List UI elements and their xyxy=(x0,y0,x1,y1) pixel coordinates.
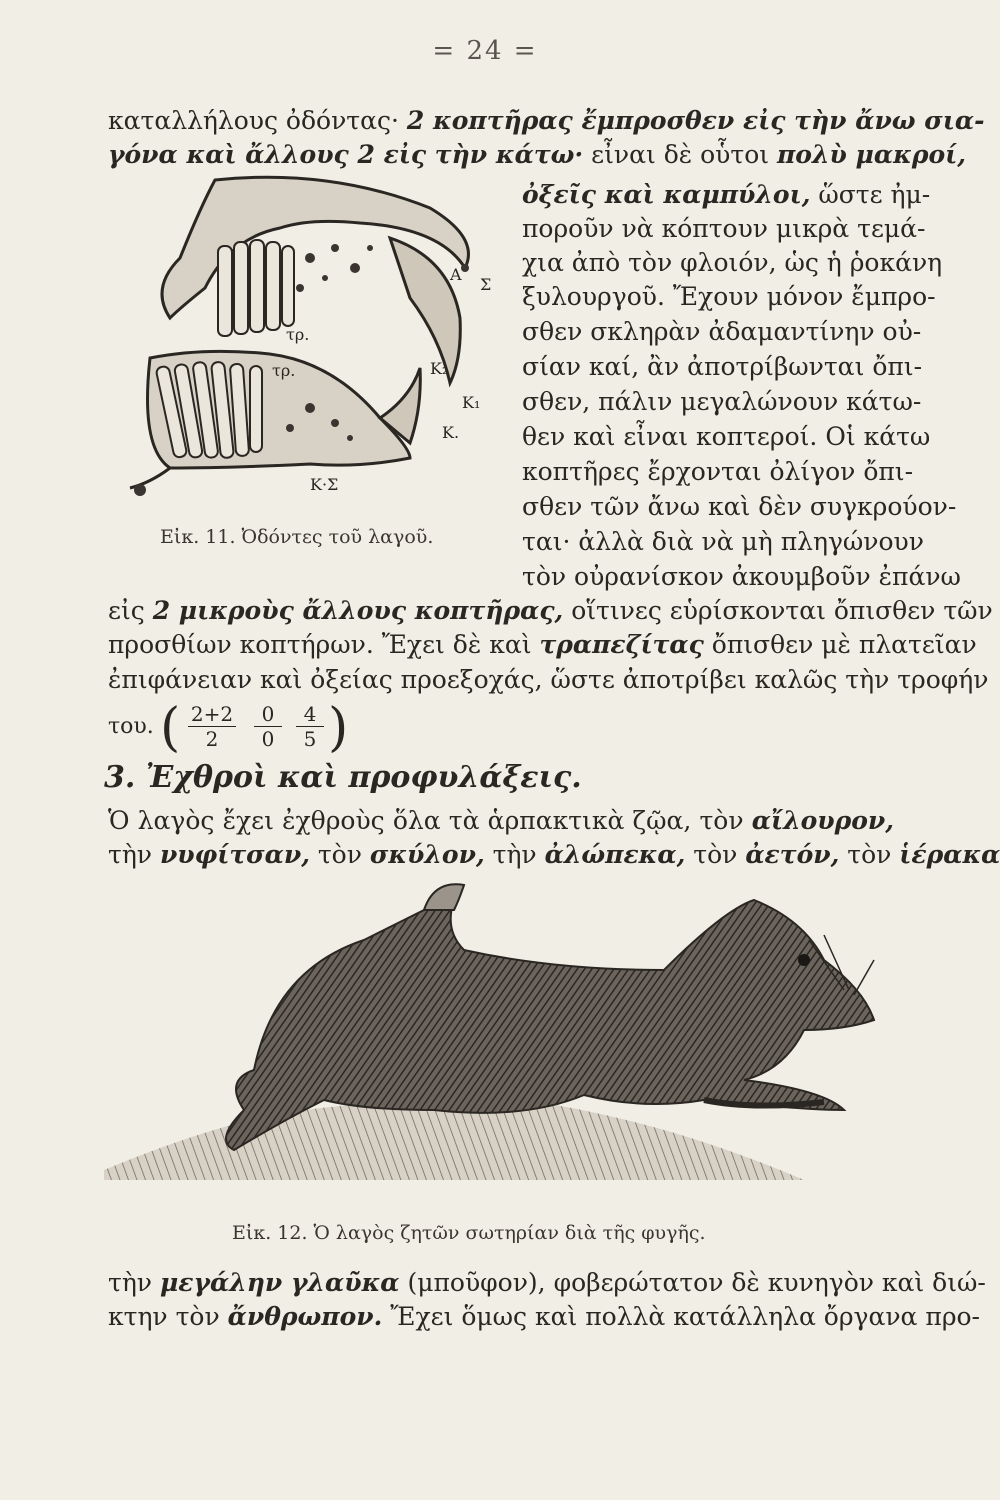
formula-fraction: $\frac{2+2}{2}$ xyxy=(188,702,236,751)
text-line: προσθίων κοπτήρων. Ἔχει δὲ καὶ τραπεζίτας ὄπισθεν μὲ πλατεῖαν xyxy=(108,630,977,659)
figure-label: Σ xyxy=(480,275,492,294)
text-line: θεν καὶ εἶναι κοπτεροί. Οἱ κάτω xyxy=(522,422,931,451)
text-line: ποροῦν νὰ κόπτουν μικρὰ τεμά- xyxy=(522,214,926,243)
text-line: ται· ἀλλὰ διὰ νὰ μὴ πληγώνουν xyxy=(522,527,924,556)
text-line: σθεν τῶν ἄνω καὶ δὲν συγκρούον- xyxy=(522,492,957,521)
text-line: Ὁ λαγὸς ἔχει ἐχθροὺς ὅλα τὰ ἁρπακτικὰ ζῷα, τὸν αἴλουρον, xyxy=(108,806,894,835)
formula-label: του. xyxy=(108,714,154,739)
figure-label: Κ. xyxy=(442,423,460,442)
text-line: ἐπιφάνειαν καὶ ὀξείας προεξοχάς, ὥστε ἀποτρίβει καλῶς τὴν τροφήν xyxy=(108,665,989,694)
text-line: καταλλήλους ὀδόντας· 2 κοπτῆρας ἔμπροσθεν εἰς τὴν ἄνω σια- xyxy=(108,106,985,135)
formula-fraction: $\frac{4}{5}$ xyxy=(296,702,324,751)
text-line: σίαν καί, ἂν ἀποτρίβωνται ὄπι- xyxy=(522,352,923,381)
figure-label: Κ₁ xyxy=(462,393,481,412)
text-line: τὸν οὐρανίσκον ἀκουμβοῦν ἐπάνω xyxy=(522,562,961,591)
figure-label: Κ·Σ xyxy=(310,475,339,494)
running-hare-illustration xyxy=(104,880,894,1180)
text-line: σθεν, πάλιν μεγαλώνουν κάτω- xyxy=(522,387,922,416)
text-line: ξυλουργοῦ. Ἔχουν μόνον ἔμπρο- xyxy=(522,282,936,311)
figure-label: τρ. xyxy=(286,325,310,344)
figure-12-caption: Εἰκ. 12. Ὁ λαγὸς ζητῶν σωτηρίαν διὰ τῆς φυγῆς. xyxy=(232,1222,706,1244)
text-line: εἰς 2 μικροὺς ἄλλους κοπτῆρας, οἵτινες εὑρίσκονται ὄπισθεν τῶν xyxy=(108,596,993,625)
text-line: γόνα καὶ ἄλλους 2 εἰς τὴν κάτω· εἶναι δὲ οὗτοι πολὺ μακροί, xyxy=(108,140,966,169)
formula-fraction: $\frac{0}{0}$ xyxy=(254,702,282,751)
page-number: = 24 = xyxy=(432,36,538,66)
figure-11-caption: Εἰκ. 11. Ὀδόντες τοῦ λαγοῦ. xyxy=(160,526,434,548)
text-line: ὀξεῖς καὶ καμπύλοι, ὥστε ἠμ- xyxy=(522,180,931,209)
figure-label: τρ. xyxy=(272,361,296,380)
text-line: κοπτῆρες ἔρχονται ὀλίγον ὄπι- xyxy=(522,457,914,486)
open-paren: ( xyxy=(160,698,181,758)
text-line: σθεν σκληρὰν ἀδαμαντίνην οὐ- xyxy=(522,317,922,346)
section-heading: 3. Ἐχθροὶ καὶ προφυλάξεις. xyxy=(104,760,582,795)
rabbit-teeth-illustration xyxy=(110,168,520,513)
dental-formula xyxy=(108,700,368,760)
text-line: τὴν νυφίτσαν, τὸν σκύλον, τὴν ἀλώπεκα, τὸν ἀετόν, τὸν ἱέρακα xyxy=(108,840,1000,869)
text-line: τὴν μεγάλην γλαῦκα (μποῦφον), φοβερώτατον δὲ κυνηγὸν καὶ διώ- xyxy=(108,1268,986,1297)
close-paren: ) xyxy=(328,698,349,758)
figure-label: Α xyxy=(450,265,462,284)
text-line: χια ἀπὸ τὸν φλοιόν, ὡς ἡ ῥοκάνη xyxy=(522,248,943,277)
text-line: κτην τὸν ἄνθρωπον. Ἔχει ὅμως καὶ πολλὰ κατάλληλα ὄργανα προ- xyxy=(108,1302,981,1331)
figure-label: Κ₂ xyxy=(430,359,449,378)
